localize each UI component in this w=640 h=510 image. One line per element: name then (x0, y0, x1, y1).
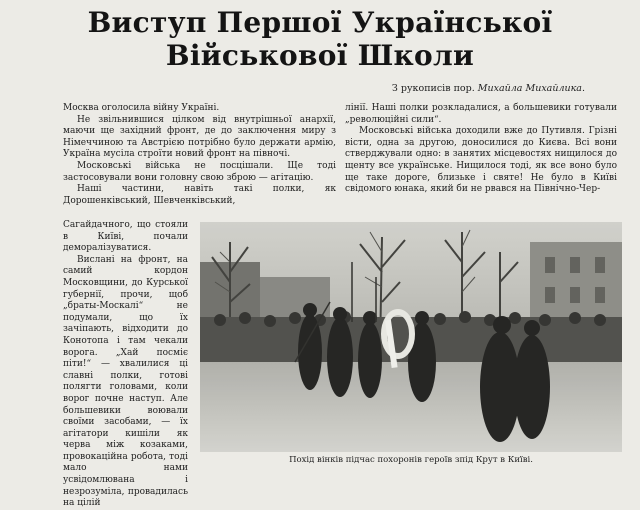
article-byline (255, 83, 585, 94)
photo-illustration (200, 222, 622, 452)
text-column-left (63, 103, 336, 207)
byline-prefix: З рукописів пор. (391, 83, 475, 94)
paragraph: лінії. Наші полки розкладалися, а большевики готували „революційні сили“. (345, 103, 617, 125)
paragraph: Московські війська не посцішали. Ще тоді застосовували вони головну свою зброю — агітацію. (63, 160, 336, 183)
paragraph: Московські війська доходили вже до Путивля. Грізні вісти, одна за другою, доносилися до Києва. Всі вони стверджували одно: в занятих місцевостях нищилося до щенту все українське. Нищилося тоді, як все воно було ще таке дороге, близьке і святе! Не було в Київі свідомого юнака, який би не рвався на Північно-Чер- (345, 126, 617, 195)
byline-author: Михайла Михайлика. (477, 83, 585, 94)
paragraph: Не звільнившися цілком від внутрішньої анархії, маючи ще західний фронт, де до заключення миру з Німеччиною та Австрією потрібно було держати армію, Україна мусіла строїти новий фронт на півночі. (63, 114, 336, 160)
paragraph: Москва оголосила війну Україні. (63, 103, 220, 113)
text-column-left-narrow (63, 220, 188, 509)
paragraph: Сагайдачного, що стояли в Київі, почали деморалізуватися. (63, 220, 188, 254)
article-title: Виступ Першої Української Військової Школи (87, 6, 553, 72)
funeral-procession-photo (200, 222, 622, 452)
paragraph: Наші частини, навіть такі полки, як Дорошенківський, Шевченківський, (63, 184, 336, 206)
text-column-right (345, 103, 617, 196)
photo-caption: Похід вінків підчас похоронів героїв зпід Крут в Київі. (289, 455, 533, 465)
paragraph: Вислані на фронт, на самий кордон Московщини, до Курської губернії, прочи, щоб „браты-Москалі“ не подумали, що їх зачіпають, відходити до Конотопа і там чекали ворога. „Хай посміє піти!“ — хвалилися ці славні полки, готові полягти головами, коли ворог почне наступ. Але большевики воювали своїми засобами, — їх агітатори кишіли як черва між козаками, провокаційна робота, тоді мало нами усвідомлювана і незрозуміла, провадилась на цілій (63, 254, 188, 509)
